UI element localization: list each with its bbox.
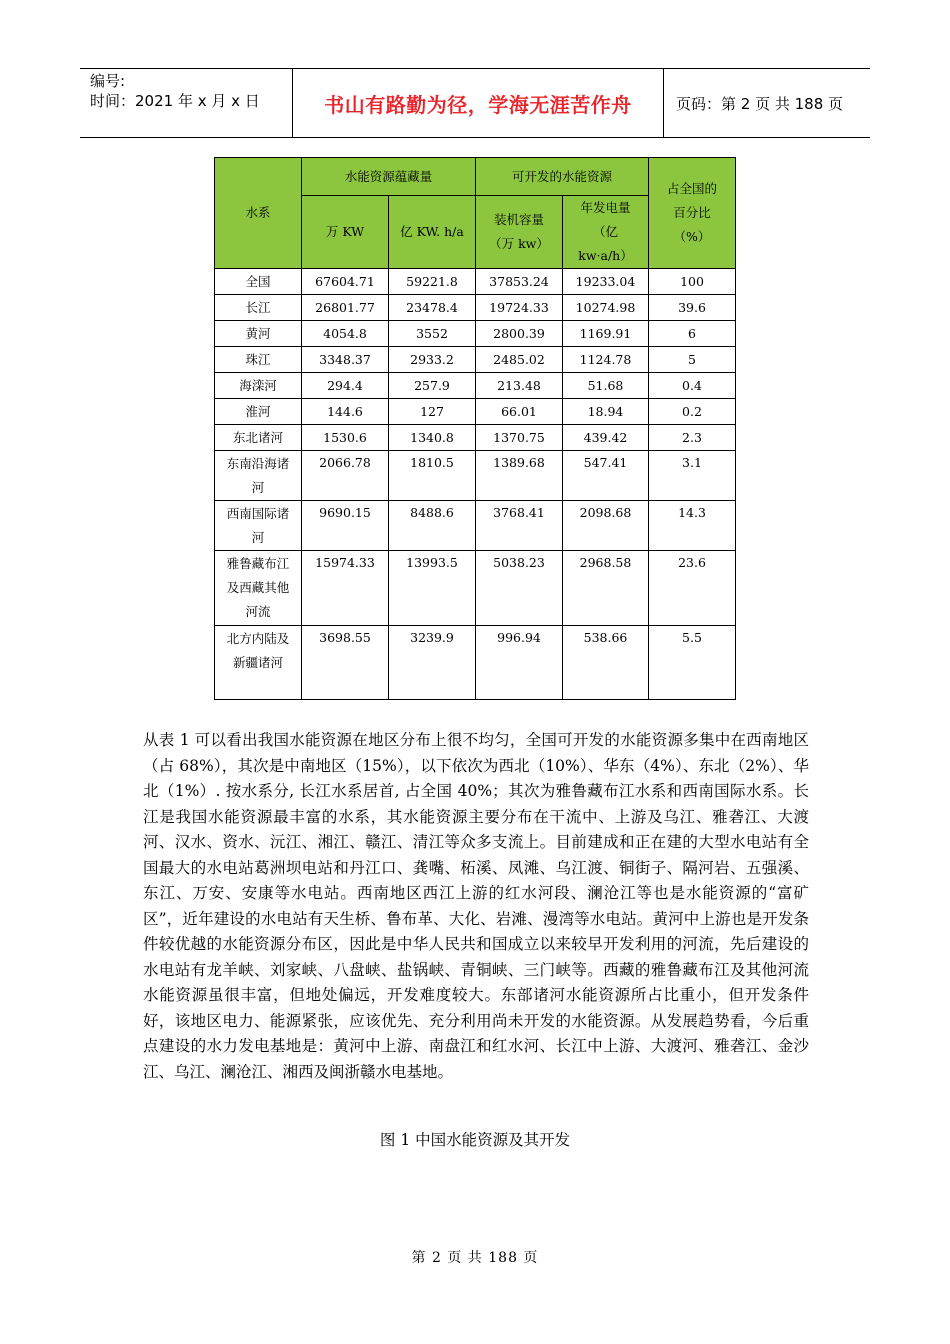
cell-generation: 2098.68 xyxy=(563,501,649,551)
figure-caption: 图 1 中国水能资源及其开发 xyxy=(379,1131,571,1149)
col-header-reserve-kwh: 亿 KW. h/a xyxy=(389,196,476,269)
cell-river-system: 西南国际诸河 xyxy=(215,501,302,551)
cell-reserve-kwh: 127 xyxy=(389,399,476,425)
cell-reserve-kw: 3698.55 xyxy=(302,626,389,700)
cell-reserve-kwh: 1810.5 xyxy=(389,451,476,501)
cell-river-system: 雅鲁藏布江及西藏其他河流 xyxy=(215,551,302,626)
time-label: 时间：2021 年 x 月 x 日 xyxy=(90,92,260,110)
cell-generation: 19233.04 xyxy=(563,269,649,295)
cell-generation: 439.42 xyxy=(563,425,649,451)
cell-reserve-kwh: 23478.4 xyxy=(389,295,476,321)
cell-reserve-kw: 9690.15 xyxy=(302,501,389,551)
cell-reserve-kwh: 13993.5 xyxy=(389,551,476,626)
cell-generation: 1169.91 xyxy=(563,321,649,347)
cell-reserve-kwh: 8488.6 xyxy=(389,501,476,551)
page-header xyxy=(80,68,870,138)
cell-share: 100 xyxy=(649,269,736,295)
cell-river-system: 东北诸河 xyxy=(215,425,302,451)
table-row xyxy=(215,501,736,551)
cell-reserve-kwh: 3552 xyxy=(389,321,476,347)
table-row xyxy=(215,425,736,451)
col-header-share: 占全国的百分比（%） xyxy=(649,158,736,269)
table-row xyxy=(215,551,736,626)
cell-share: 6 xyxy=(649,321,736,347)
cell-river-system: 长江 xyxy=(215,295,302,321)
cell-capacity: 2485.02 xyxy=(476,347,563,373)
body-paragraph: 从表 1 可以看出我国水能资源在地区分布上很不均匀，全国可开发的水能资源多集中在西南地区（占 68%），其次是中南地区（15%），以下依次为西北（10%）、华东（4%）、东北（2%）、华北（1%）. 按水系分, 长江水系居首, 占全国 40%；其次为雅鲁藏布江水系和西南国际水系。长江是我国水能资源最丰富的水系，其水能资源主要分布在干流中、上游及乌江、雅砻江、大渡河、汉水、资水、沅江、湘江、赣江、清江等众多支流上。目前建成和正在建的大型水电站有全国最大的水电站葛洲坝电站和丹江口、龚嘴、柘溪、凤滩、乌江渡、铜街子、隔河岩、五强溪、东江、万安、安康等水电站。西南地区西江上游的红水河段、澜沧江等也是水能资源的“富矿区”，近年建设的水电站有天生桥、鲁布革、大化、岩滩、漫湾等水电站。黄河中上游也是开发条件较优越的水能资源分布区，因此是中华人民共和国成立以来较早开发利用的河流，先后建设的水电站有龙羊峡、刘家峡、八盘峡、盐锅峡、青铜峡、三门峡等。西藏的雅鲁藏布江及其他河流水能资源虽很丰富，但地处偏远，开发难度较大。东部诸河水能资源所占比重小，但开发条件好，该地区电力、能源紧张，应该优先、充分利用尚未开发的水能资源。从发展趋势看，今后重点建设的水力发电基地是：黄河中上游、南盘江和红水河、长江中上游、大渡河、雅砻江、金沙江、乌江、澜沧江、湘西及闽浙赣水电基地。 xyxy=(143,731,809,1081)
cell-share: 14.3 xyxy=(649,501,736,551)
cell-generation: 2968.58 xyxy=(563,551,649,626)
col-header-generation: 年发电量（亿 kw·a/h） xyxy=(563,196,649,269)
table-row xyxy=(215,321,736,347)
cell-reserve-kwh: 1340.8 xyxy=(389,425,476,451)
cell-reserve-kwh: 2933.2 xyxy=(389,347,476,373)
cell-generation: 18.94 xyxy=(563,399,649,425)
cell-share: 5 xyxy=(649,347,736,373)
col-header-exploitable: 可开发的水能资源 xyxy=(476,158,649,196)
cell-share: 2.3 xyxy=(649,425,736,451)
col-header-system: 水系 xyxy=(215,158,302,269)
hydropower-table xyxy=(214,157,736,700)
cell-reserve-kw: 144.6 xyxy=(302,399,389,425)
cell-generation: 538.66 xyxy=(563,626,649,700)
cell-reserve-kw: 15974.33 xyxy=(302,551,389,626)
table-row xyxy=(215,399,736,425)
col-header-reserve: 水能资源蕴藏量 xyxy=(302,158,476,196)
col-header-capacity: 装机容量（万 kw） xyxy=(476,196,563,269)
header-page-label: 页码：第 2 页 共 188 页 xyxy=(676,94,844,113)
cell-capacity: 5038.23 xyxy=(476,551,563,626)
cell-generation: 10274.98 xyxy=(563,295,649,321)
cell-reserve-kw: 67604.71 xyxy=(302,269,389,295)
page-footer: 第 2 页 共 188 页 xyxy=(411,1250,539,1266)
cell-reserve-kwh: 59221.8 xyxy=(389,269,476,295)
cell-reserve-kw: 2066.78 xyxy=(302,451,389,501)
cell-capacity: 66.01 xyxy=(476,399,563,425)
cell-share: 5.5 xyxy=(649,626,736,700)
cell-reserve-kw: 26801.77 xyxy=(302,295,389,321)
table-row xyxy=(215,626,736,700)
table-row xyxy=(215,269,736,295)
cell-capacity: 37853.24 xyxy=(476,269,563,295)
cell-share: 0.4 xyxy=(649,373,736,399)
cell-capacity: 19724.33 xyxy=(476,295,563,321)
cell-generation: 51.68 xyxy=(563,373,649,399)
header-motto: 书山有路勤为径，学海无涯苦作舟 xyxy=(293,69,664,137)
table-body xyxy=(215,269,736,700)
cell-share: 3.1 xyxy=(649,451,736,501)
cell-river-system: 东南沿海诸河 xyxy=(215,451,302,501)
table-row xyxy=(215,451,736,501)
cell-share: 23.6 xyxy=(649,551,736,626)
cell-generation: 1124.78 xyxy=(563,347,649,373)
cell-river-system: 淮河 xyxy=(215,399,302,425)
cell-reserve-kw: 4054.8 xyxy=(302,321,389,347)
cell-capacity: 1389.68 xyxy=(476,451,563,501)
number-label: 编号: xyxy=(90,72,126,90)
cell-reserve-kw: 3348.37 xyxy=(302,347,389,373)
cell-share: 39.6 xyxy=(649,295,736,321)
cell-capacity: 213.48 xyxy=(476,373,563,399)
cell-river-system: 海滦河 xyxy=(215,373,302,399)
cell-river-system: 珠江 xyxy=(215,347,302,373)
cell-generation: 547.41 xyxy=(563,451,649,501)
cell-capacity: 996.94 xyxy=(476,626,563,700)
cell-reserve-kw: 1530.6 xyxy=(302,425,389,451)
cell-share: 0.2 xyxy=(649,399,736,425)
cell-capacity: 3768.41 xyxy=(476,501,563,551)
cell-reserve-kw: 294.4 xyxy=(302,373,389,399)
table-row xyxy=(215,373,736,399)
table-row xyxy=(215,347,736,373)
cell-reserve-kwh: 257.9 xyxy=(389,373,476,399)
cell-reserve-kwh: 3239.9 xyxy=(389,626,476,700)
cell-capacity: 1370.75 xyxy=(476,425,563,451)
table-row xyxy=(215,295,736,321)
cell-river-system: 黄河 xyxy=(215,321,302,347)
header-meta xyxy=(80,69,293,137)
cell-capacity: 2800.39 xyxy=(476,321,563,347)
cell-river-system: 全国 xyxy=(215,269,302,295)
cell-river-system: 北方内陆及新疆诸河 xyxy=(215,626,302,700)
col-header-reserve-kw: 万 KW xyxy=(302,196,389,269)
